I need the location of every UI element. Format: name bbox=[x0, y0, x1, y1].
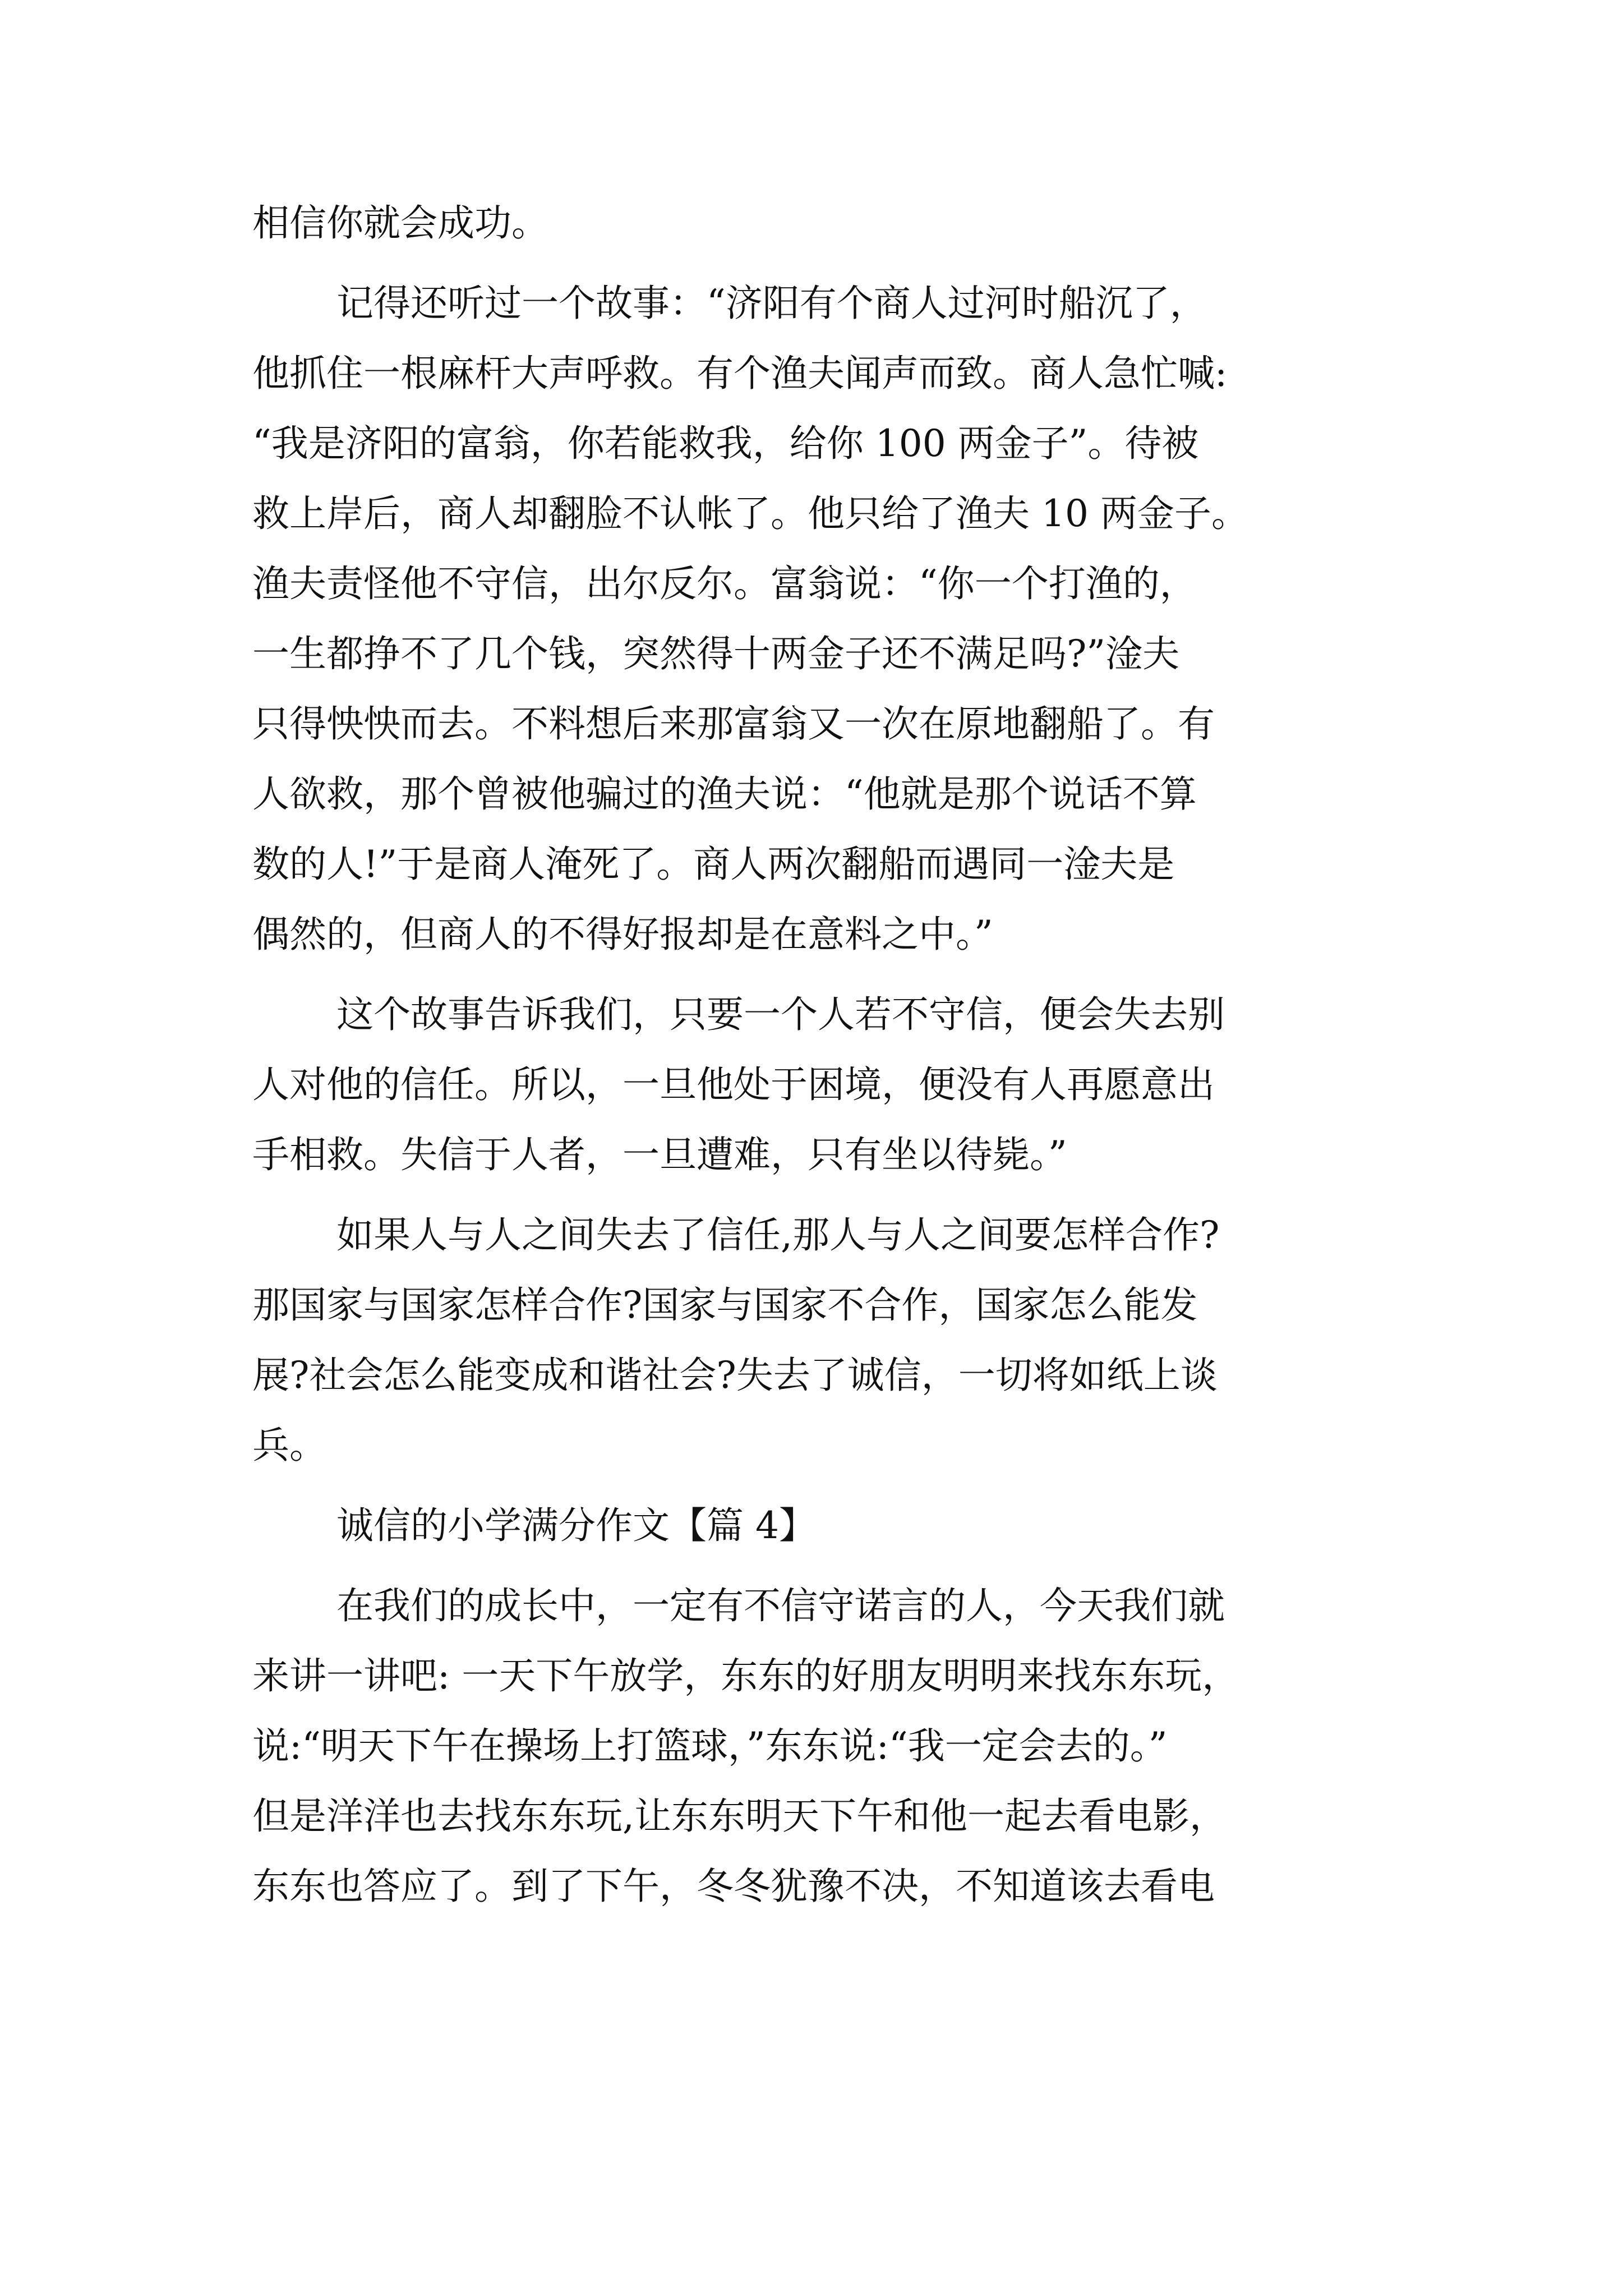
text-line: 数的人!”于是商人淹死了。商人两次翻船而遇同一淦夫是 bbox=[252, 843, 1175, 886]
text-line: 偶然的，但商人的不得好报却是在意料之中。” bbox=[252, 913, 993, 956]
text-line: “我是济阳的富翁，你若能救我，给你 100 两金子”。待被 bbox=[252, 422, 1199, 465]
text-line: 但是洋洋也去找东东玩,让东东明天下午和他一起去看电影， bbox=[252, 1795, 1227, 1838]
text-line: 兵。 bbox=[252, 1424, 326, 1467]
text-line: 一生都挣不了几个钱，突然得十两金子还不满足吗?”淦夫 bbox=[252, 632, 1180, 675]
text-line: 救上岸后，商人却翻脸不认帐了。他只给了渔夫 10 两金子。 bbox=[252, 492, 1248, 535]
text-line: 只得怏怏而去。不料想后来那富翁又一次在原地翻船了。有 bbox=[252, 702, 1215, 746]
paragraph-start-line: 在我们的成长中，一定有不信守诺言的人，今天我们就 bbox=[336, 1584, 1225, 1627]
text-line: 渔夫责怪他不守信，出尔反尔。富翁说：“你一个打渔的， bbox=[252, 562, 1197, 605]
text-line: 那国家与国家怎样合作?国家与国家不合作，国家怎么能发 bbox=[252, 1283, 1198, 1327]
text-line: 他抓住一根麻杆大声呼救。有个渔夫闻声而致。商人急忙喊: bbox=[252, 352, 1228, 395]
text-line: 手相救。失信于人者，一旦遭难，只有坐以待毙。” bbox=[252, 1133, 1067, 1176]
paragraph-start-line: 如果人与人之间失去了信任,那人与人之间要怎样合作? bbox=[336, 1213, 1220, 1257]
document-body bbox=[252, 188, 1374, 1921]
text-line: 来讲一讲吧: 一天下午放学，东东的好朋友明明来找东东玩， bbox=[252, 1654, 1239, 1697]
section-heading: 诚信的小学满分作文【篇 4】 bbox=[336, 1504, 816, 1547]
paragraph-start-line: 记得还听过一个故事：“济阳有个商人过河时船沉了， bbox=[336, 282, 1207, 325]
text-line: 人欲救，那个曾被他骗过的渔夫说：“他就是那个说话不算 bbox=[252, 772, 1197, 816]
text-line: 东东也答应了。到了下午，冬冬犹豫不决，不知道该去看电 bbox=[252, 1865, 1215, 1908]
text-line: 人对他的信任。所以，一旦他处于困境，便没有人再愿意出 bbox=[252, 1063, 1215, 1106]
text-line: 相信你就会成功。 bbox=[252, 201, 548, 245]
paragraph-start-line: 这个故事告诉我们，只要一个人若不守信，便会失去别 bbox=[336, 993, 1225, 1036]
text-line: 展?社会怎么能变成和谐社会?失去了诚信，一切将如纸上谈 bbox=[252, 1354, 1218, 1397]
text-line: 说:“明天下午在操场上打篮球，”东东说:“我一定会去的。” bbox=[252, 1724, 1168, 1768]
